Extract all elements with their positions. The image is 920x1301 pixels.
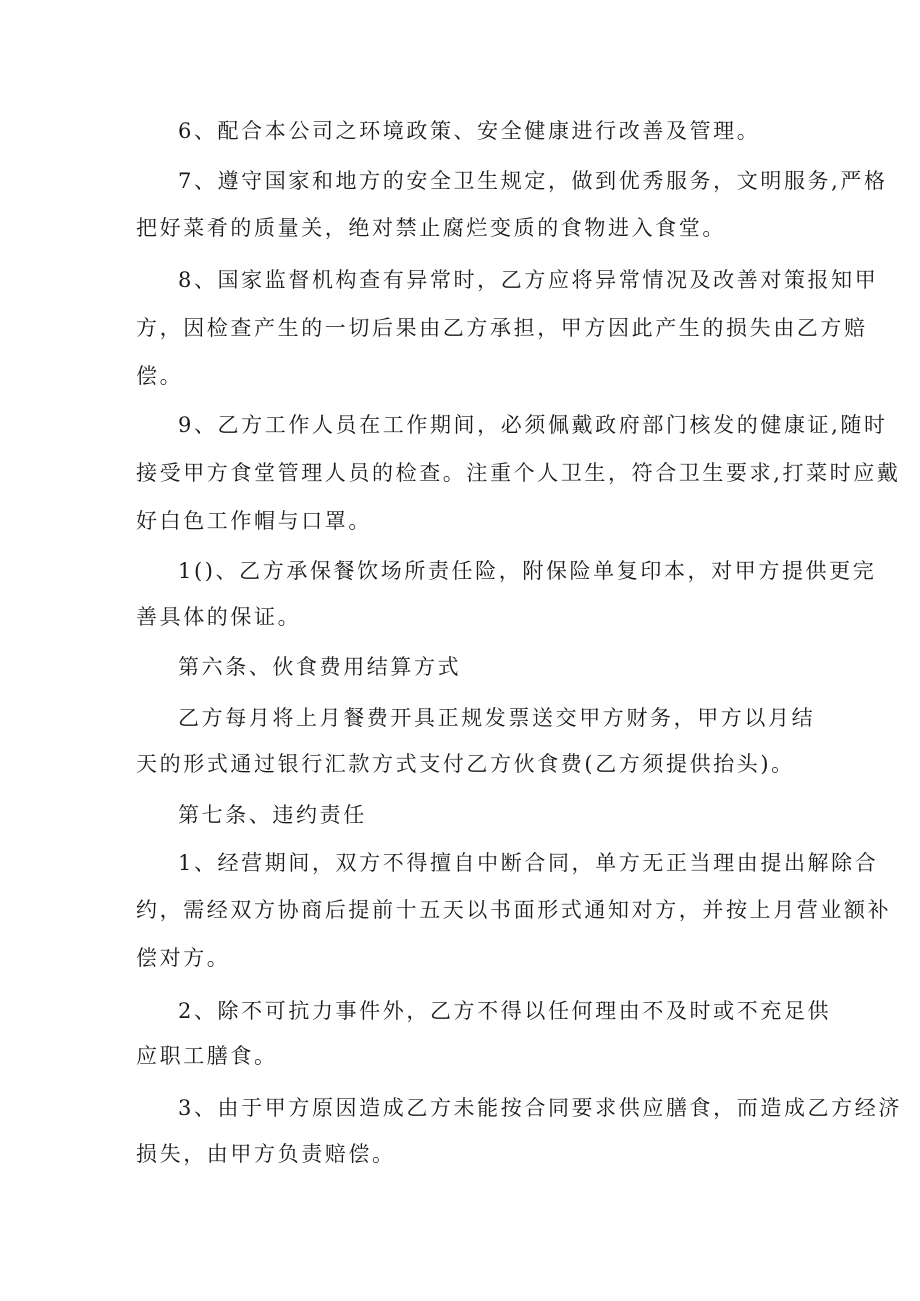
clause-8-line-3: 偿。 [136,364,184,388]
clause-9-line-2: 接受甲方食堂管理人员的检查。注重个人卫生，符合卫生要求,打菜时应戴 [136,461,901,485]
clause-10-line-1: 1()、乙方承保餐饮场所责任险，附保险单复印本，对甲方提供更完 [178,559,877,583]
breach-2-line-2: 应职工膳食。 [136,1044,278,1068]
article-6-body-line-1: 乙方每月将上月餐费开具正规发票送交甲方财务，甲方以月结 [178,706,816,730]
clause-8-line-1: 8、国家监督机构查有异常时，乙方应将异常情况及改善对策报知甲 [178,268,879,292]
breach-1-line-1: 1、经营期间，双方不得擅自中断合同，单方无正当理由提出解除合 [178,851,879,875]
article-6-heading: 第六条、伙食费用结算方式 [178,655,462,679]
clause-7-line-1: 7、遵守国家和地方的安全卫生规定，做到优秀服务，文明服务,严格 [178,169,888,193]
article-7-heading: 第七条、违约责任 [178,803,367,827]
breach-1-line-3: 偿对方。 [136,946,231,970]
clause-6-line-1: 6、配合本公司之环境政策、安全健康进行改善及管理。 [178,119,761,143]
clause-7-line-2: 把好菜肴的质量关，绝对禁止腐烂变质的食物进入食堂。 [136,216,726,240]
clause-9-line-3: 好白色工作帽与口罩。 [136,509,372,533]
breach-3-line-1: 3、由于甲方原因造成乙方未能按合同要求供应膳食，而造成乙方经济 [178,1096,902,1120]
breach-2-line-1: 2、除不可抗力事件外，乙方不得以任何理由不及时或不充足供 [178,999,832,1023]
article-6-body-line-2: 天的形式通过银行汇款方式支付乙方伙食费(乙方须提供抬头)。 [136,752,795,776]
clause-8-line-2: 方，因检查产生的一切后果由乙方承担，甲方因此产生的损失由乙方赔 [136,316,868,340]
breach-3-line-2: 损失，由甲方负责赔偿。 [136,1142,396,1166]
clause-10-line-2: 善具体的保证。 [136,605,302,629]
breach-1-line-2: 约，需经双方协商后提前十五天以书面形式通知对方，并按上月营业额补 [136,898,892,922]
clause-9-line-1: 9、乙方工作人员在工作期间，必须佩戴政府部门核发的健康证,随时 [178,413,888,437]
